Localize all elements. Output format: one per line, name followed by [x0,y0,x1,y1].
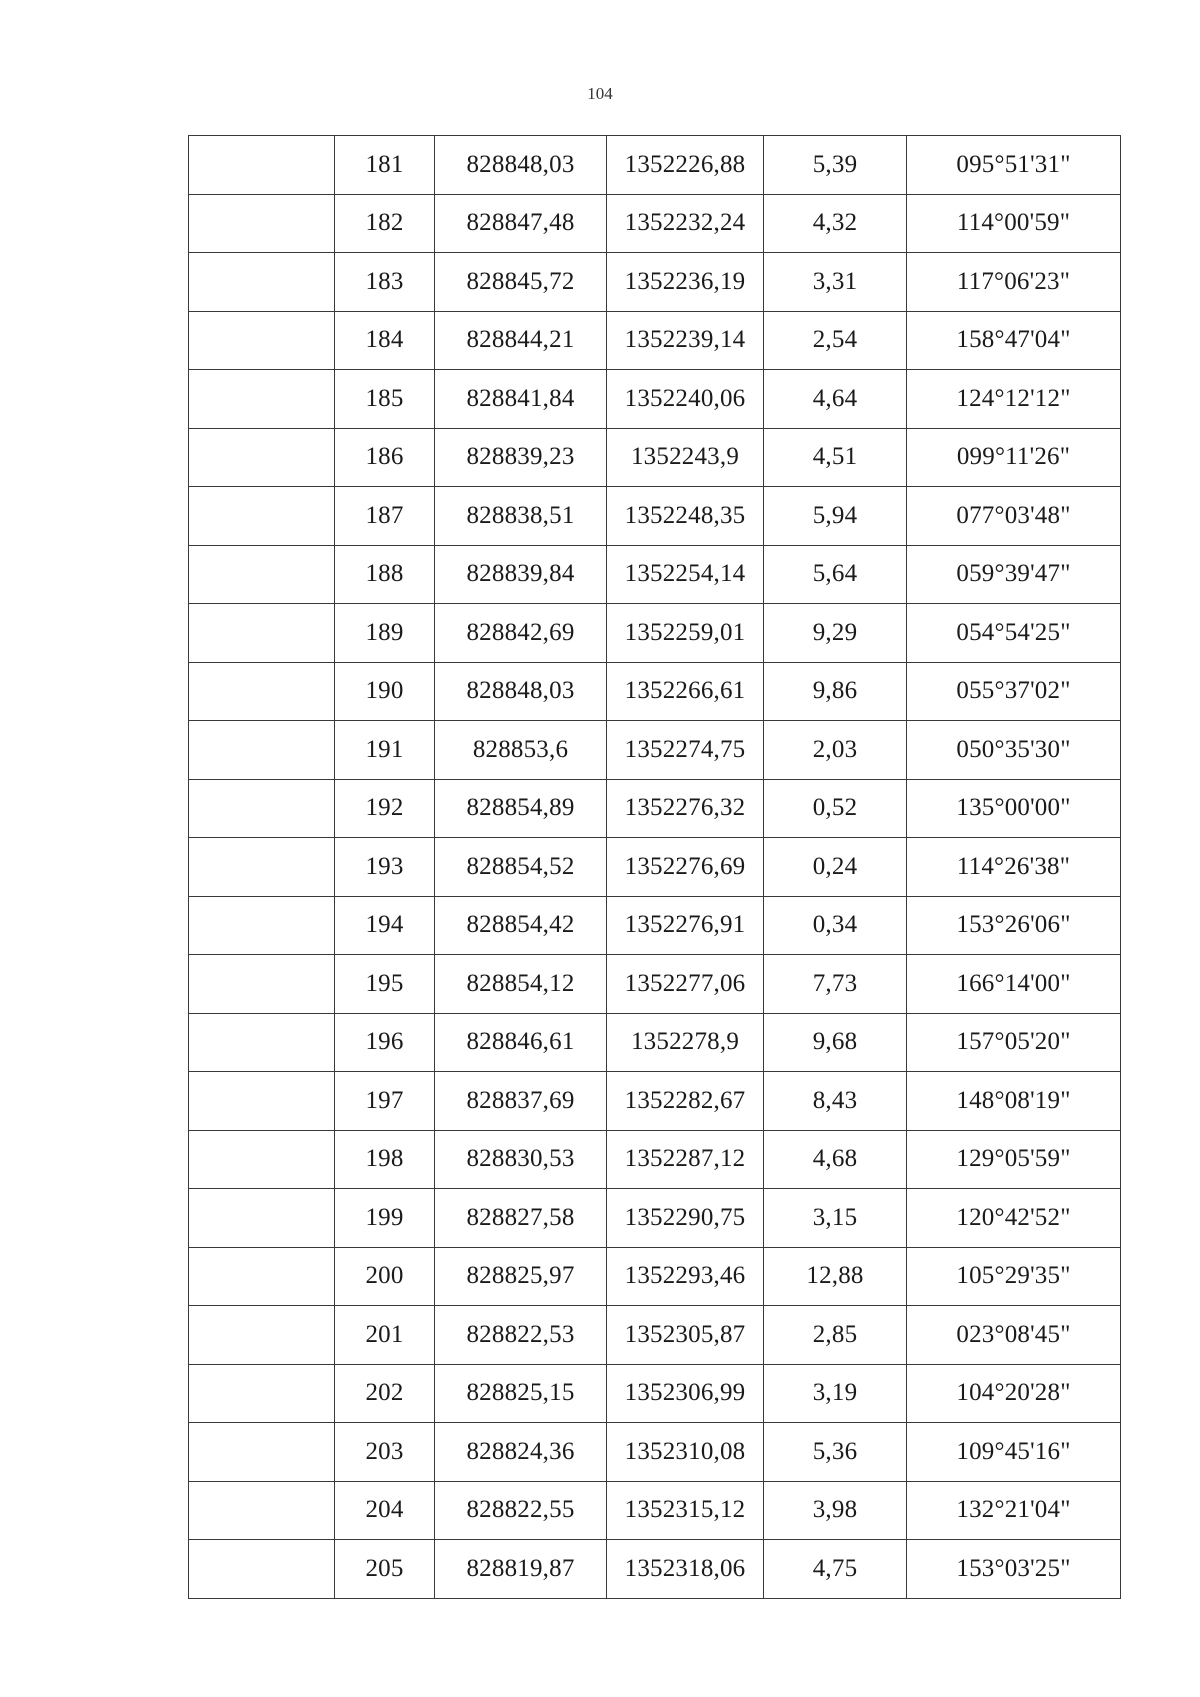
table-row [189,721,1121,780]
table-row [189,545,1121,604]
length-cell: 3,98 [764,1481,907,1540]
empty-cell [189,1013,335,1072]
table-row [189,1481,1121,1540]
length-cell: 2,03 [764,721,907,780]
point-number-cell: 198 [335,1130,435,1189]
point-number-cell: 185 [335,370,435,429]
empty-cell [189,311,335,370]
empty-cell [189,1130,335,1189]
y-coordinate-cell: 1352274,75 [607,721,764,780]
y-coordinate-cell: 1352236,19 [607,253,764,312]
y-coordinate-cell: 1352278,9 [607,1013,764,1072]
empty-cell [189,1072,335,1131]
direction-angle-cell: 050°35'30" [907,721,1121,780]
x-coordinate-cell: 828825,97 [435,1247,607,1306]
empty-cell [189,779,335,838]
length-cell: 0,24 [764,838,907,897]
table-row [189,1013,1121,1072]
x-coordinate-cell: 828854,42 [435,896,607,955]
point-number-cell: 194 [335,896,435,955]
x-coordinate-cell: 828842,69 [435,604,607,663]
x-coordinate-cell: 828824,36 [435,1423,607,1482]
direction-angle-cell: 148°08'19" [907,1072,1121,1131]
table-row [189,253,1121,312]
length-cell: 3,19 [764,1364,907,1423]
empty-cell [189,721,335,780]
empty-cell [189,428,335,487]
point-number-cell: 197 [335,1072,435,1131]
point-number-cell: 193 [335,838,435,897]
empty-cell [189,838,335,897]
direction-angle-cell: 109°45'16" [907,1423,1121,1482]
x-coordinate-cell: 828830,53 [435,1130,607,1189]
direction-angle-cell: 023°08'45" [907,1306,1121,1365]
y-coordinate-cell: 1352276,32 [607,779,764,838]
point-number-cell: 181 [335,136,435,195]
point-number-cell: 201 [335,1306,435,1365]
length-cell: 4,64 [764,370,907,429]
direction-angle-cell: 153°26'06" [907,896,1121,955]
y-coordinate-cell: 1352232,24 [607,194,764,253]
y-coordinate-cell: 1352259,01 [607,604,764,663]
length-cell: 7,73 [764,955,907,1014]
table-row [189,194,1121,253]
empty-cell [189,1364,335,1423]
point-number-cell: 190 [335,662,435,721]
y-coordinate-cell: 1352305,87 [607,1306,764,1365]
table-row [189,311,1121,370]
table-row [189,1130,1121,1189]
empty-cell [189,194,335,253]
table-row [189,1540,1121,1599]
point-number-cell: 182 [335,194,435,253]
length-cell: 5,36 [764,1423,907,1482]
table-row [189,428,1121,487]
x-coordinate-cell: 828853,6 [435,721,607,780]
empty-cell [189,955,335,1014]
direction-angle-cell: 117°06'23" [907,253,1121,312]
y-coordinate-cell: 1352293,46 [607,1247,764,1306]
direction-angle-cell: 132°21'04" [907,1481,1121,1540]
length-cell: 4,68 [764,1130,907,1189]
length-cell: 9,86 [764,662,907,721]
y-coordinate-cell: 1352315,12 [607,1481,764,1540]
y-coordinate-cell: 1352276,69 [607,838,764,897]
x-coordinate-cell: 828837,69 [435,1072,607,1131]
direction-angle-cell: 054°54'25" [907,604,1121,663]
x-coordinate-cell: 828841,84 [435,370,607,429]
y-coordinate-cell: 1352254,14 [607,545,764,604]
length-cell: 3,15 [764,1189,907,1248]
empty-cell [189,136,335,195]
empty-cell [189,604,335,663]
point-number-cell: 186 [335,428,435,487]
y-coordinate-cell: 1352239,14 [607,311,764,370]
point-number-cell: 203 [335,1423,435,1482]
point-number-cell: 183 [335,253,435,312]
empty-cell [189,370,335,429]
x-coordinate-cell: 828822,53 [435,1306,607,1365]
point-number-cell: 200 [335,1247,435,1306]
y-coordinate-cell: 1352276,91 [607,896,764,955]
length-cell: 8,43 [764,1072,907,1131]
table-row [189,955,1121,1014]
empty-cell [189,1189,335,1248]
table-row [189,1423,1121,1482]
length-cell: 4,75 [764,1540,907,1599]
table-row [189,1364,1121,1423]
direction-angle-cell: 077°03'48" [907,487,1121,546]
x-coordinate-cell: 828827,58 [435,1189,607,1248]
empty-cell [189,1481,335,1540]
x-coordinate-cell: 828854,89 [435,779,607,838]
y-coordinate-cell: 1352266,61 [607,662,764,721]
table-row [189,779,1121,838]
x-coordinate-cell: 828822,55 [435,1481,607,1540]
direction-angle-cell: 135°00'00" [907,779,1121,838]
direction-angle-cell: 129°05'59" [907,1130,1121,1189]
length-cell: 5,39 [764,136,907,195]
y-coordinate-cell: 1352290,75 [607,1189,764,1248]
x-coordinate-cell: 828847,48 [435,194,607,253]
table-row [189,1306,1121,1365]
empty-cell [189,1540,335,1599]
table-row [189,1247,1121,1306]
table-row [189,136,1121,195]
y-coordinate-cell: 1352287,12 [607,1130,764,1189]
point-number-cell: 196 [335,1013,435,1072]
point-number-cell: 189 [335,604,435,663]
direction-angle-cell: 120°42'52" [907,1189,1121,1248]
direction-angle-cell: 059°39'47" [907,545,1121,604]
direction-angle-cell: 095°51'31" [907,136,1121,195]
length-cell: 2,85 [764,1306,907,1365]
length-cell: 5,94 [764,487,907,546]
x-coordinate-cell: 828854,52 [435,838,607,897]
point-number-cell: 191 [335,721,435,780]
table-row [189,487,1121,546]
direction-angle-cell: 104°20'28" [907,1364,1121,1423]
empty-cell [189,1423,335,1482]
table-row [189,662,1121,721]
x-coordinate-cell: 828846,61 [435,1013,607,1072]
y-coordinate-cell: 1352306,99 [607,1364,764,1423]
length-cell: 9,68 [764,1013,907,1072]
length-cell: 9,29 [764,604,907,663]
length-cell: 0,34 [764,896,907,955]
table-row [189,370,1121,429]
point-number-cell: 188 [335,545,435,604]
coordinates-table-body [189,136,1121,1599]
direction-angle-cell: 166°14'00" [907,955,1121,1014]
x-coordinate-cell: 828838,51 [435,487,607,546]
length-cell: 2,54 [764,311,907,370]
direction-angle-cell: 114°26'38" [907,838,1121,897]
empty-cell [189,896,335,955]
length-cell: 4,32 [764,194,907,253]
y-coordinate-cell: 1352243,9 [607,428,764,487]
direction-angle-cell: 124°12'12" [907,370,1121,429]
direction-angle-cell: 055°37'02" [907,662,1121,721]
x-coordinate-cell: 828844,21 [435,311,607,370]
direction-angle-cell: 114°00'59" [907,194,1121,253]
point-number-cell: 187 [335,487,435,546]
length-cell: 4,51 [764,428,907,487]
empty-cell [189,253,335,312]
length-cell: 5,64 [764,545,907,604]
table-row [189,838,1121,897]
table-row [189,1189,1121,1248]
empty-cell [189,1306,335,1365]
y-coordinate-cell: 1352277,06 [607,955,764,1014]
y-coordinate-cell: 1352310,08 [607,1423,764,1482]
point-number-cell: 202 [335,1364,435,1423]
y-coordinate-cell: 1352318,06 [607,1540,764,1599]
x-coordinate-cell: 828839,84 [435,545,607,604]
x-coordinate-cell: 828839,23 [435,428,607,487]
y-coordinate-cell: 1352240,06 [607,370,764,429]
empty-cell [189,487,335,546]
page-number: 104 [587,84,613,103]
length-cell: 12,88 [764,1247,907,1306]
direction-angle-cell: 158°47'04" [907,311,1121,370]
point-number-cell: 195 [335,955,435,1014]
length-cell: 3,31 [764,253,907,312]
x-coordinate-cell: 828848,03 [435,136,607,195]
direction-angle-cell: 105°29'35" [907,1247,1121,1306]
direction-angle-cell: 157°05'20" [907,1013,1121,1072]
direction-angle-cell: 099°11'26" [907,428,1121,487]
x-coordinate-cell: 828845,72 [435,253,607,312]
point-number-cell: 205 [335,1540,435,1599]
x-coordinate-cell: 828819,87 [435,1540,607,1599]
point-number-cell: 199 [335,1189,435,1248]
point-number-cell: 184 [335,311,435,370]
y-coordinate-cell: 1352248,35 [607,487,764,546]
point-number-cell: 192 [335,779,435,838]
empty-cell [189,662,335,721]
table-row [189,896,1121,955]
y-coordinate-cell: 1352226,88 [607,136,764,195]
x-coordinate-cell: 828854,12 [435,955,607,1014]
coordinates-table [188,135,1121,1599]
x-coordinate-cell: 828848,03 [435,662,607,721]
length-cell: 0,52 [764,779,907,838]
direction-angle-cell: 153°03'25" [907,1540,1121,1599]
table-row [189,604,1121,663]
y-coordinate-cell: 1352282,67 [607,1072,764,1131]
empty-cell [189,545,335,604]
point-number-cell: 204 [335,1481,435,1540]
x-coordinate-cell: 828825,15 [435,1364,607,1423]
table-row [189,1072,1121,1131]
empty-cell [189,1247,335,1306]
